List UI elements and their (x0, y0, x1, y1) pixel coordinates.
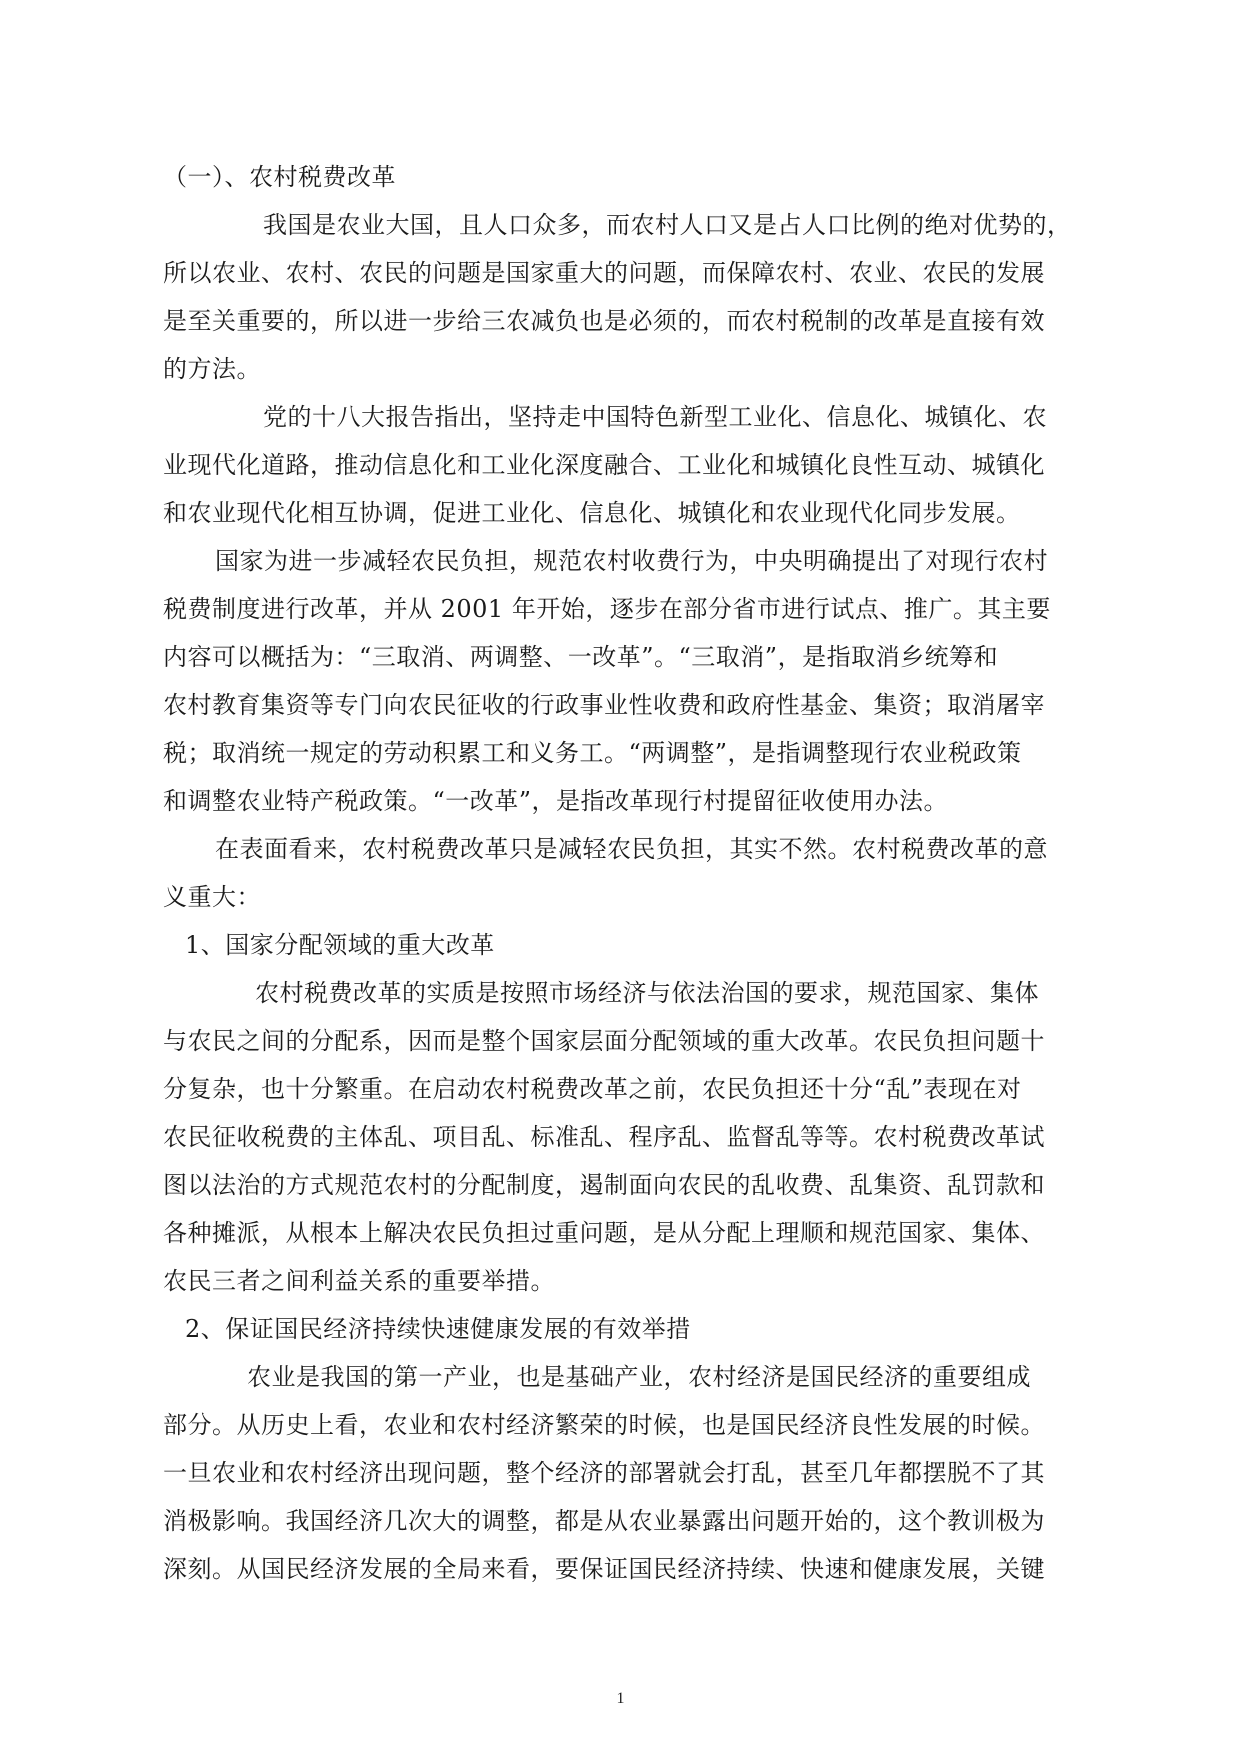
paragraph-line: 各种摊派，从根本上解决农民负担过重问题，是从分配上理顺和规范国家、集体、 (163, 1219, 1045, 1247)
paragraph-line: 税费制度进行改革，并从 2001 年开始，逐步在部分省市进行试点、推广。其主要 (163, 595, 1051, 623)
paragraph-line: 所以农业、农村、农民的问题是国家重大的问题，而保障农村、农业、农民的发展 (163, 259, 1045, 287)
paragraph-line: 和农业现代化相互协调，促进工业化、信息化、城镇化和农业现代化同步发展。 (163, 499, 1021, 527)
paragraph-line: 农民三者之间利益关系的重要举措。 (163, 1267, 555, 1295)
paragraph-line: 是至关重要的，所以进一步给三农减负也是必须的，而农村税制的改革是直接有效 (163, 307, 1045, 335)
paragraph-line: 农村税费改革的实质是按照市场经济与依法治国的要求，规范国家、集体 (255, 979, 1039, 1007)
paragraph-2 (163, 393, 1113, 537)
paragraph-line: 税；取消统一规定的劳动积累工和义务工。“两调整”，是指调整现行农业税政策 (163, 739, 1022, 767)
paragraph-line: 一旦农业和农村经济出现问题，整个经济的部署就会打乱，甚至几年都摆脱不了其 (163, 1459, 1045, 1487)
paragraph-6 (163, 1353, 1113, 1593)
paragraph-line: 深刻。从国民经济发展的全局来看，要保证国民经济持续、快速和健康发展，关键 (163, 1555, 1045, 1583)
document-body (163, 153, 1113, 1593)
paragraph-line: 农民征收税费的主体乱、项目乱、标准乱、程序乱、监督乱等等。农村税费改革试 (163, 1123, 1045, 1151)
paragraph-line: 图以法治的方式规范农村的分配制度，遏制面向农民的乱收费、乱集资、乱罚款和 (163, 1171, 1045, 1199)
paragraph-line: 农业是我国的第一产业，也是基础产业，农村经济是国民经济的重要组成 (247, 1363, 1031, 1391)
subheading-1: 1、国家分配领域的重大改革 (185, 931, 495, 959)
paragraph-line: 党的十八大报告指出，坚持走中国特色新型工业化、信息化、城镇化、农 (263, 403, 1047, 431)
paragraph-5 (163, 969, 1113, 1305)
paragraph-line: 分复杂，也十分繁重。在启动农村税费改革之前，农民负担还十分“乱”表现在对 (163, 1075, 1022, 1103)
paragraph-line: 部分。从历史上看，农业和农村经济繁荣的时候，也是国民经济良性发展的时候。 (163, 1411, 1045, 1439)
paragraph-line: 的方法。 (163, 355, 261, 383)
paragraph-line: 国家为进一步减轻农民负担，规范农村收费行为，中央明确提出了对现行农村 (215, 547, 1048, 575)
paragraph-line: 我国是农业大国，且人口众多，而农村人口又是占人口比例的绝对优势的， (263, 211, 1072, 239)
paragraph-1 (163, 201, 1113, 393)
paragraph-line: 业现代化道路，推动信息化和工业化深度融合、工业化和城镇化良性互动、城镇化 (163, 451, 1045, 479)
paragraph-line: 消极影响。我国经济几次大的调整，都是从农业暴露出问题开始的，这个教训极为 (163, 1507, 1045, 1535)
paragraph-line: 义重大： (163, 883, 261, 911)
paragraph-line: 在表面看来，农村税费改革只是减轻农民负担，其实不然。农村税费改革的意 (215, 835, 1048, 863)
paragraph-3 (163, 537, 1113, 825)
section-heading: （一）、农村税费改革 (163, 163, 396, 191)
paragraph-4 (163, 825, 1113, 921)
paragraph-line: 和调整农业特产税政策。“一改革”，是指改革现行村提留征收使用办法。 (163, 787, 949, 815)
page-number: 1 (616, 1690, 625, 1707)
subheading-2: 2、保证国民经济持续快速健康发展的有效举措 (185, 1315, 691, 1343)
paragraph-line: 与农民之间的分配系，因而是整个国家层面分配领域的重大改革。农民负担问题十 (163, 1027, 1045, 1055)
paragraph-line: 内容可以概括为：“三取消、两调整、一改革”。“三取消”，是指取消乡统筹和 (163, 643, 999, 671)
paragraph-line: 农村教育集资等专门向农民征收的行政事业性收费和政府性基金、集资；取消屠宰 (163, 691, 1045, 719)
